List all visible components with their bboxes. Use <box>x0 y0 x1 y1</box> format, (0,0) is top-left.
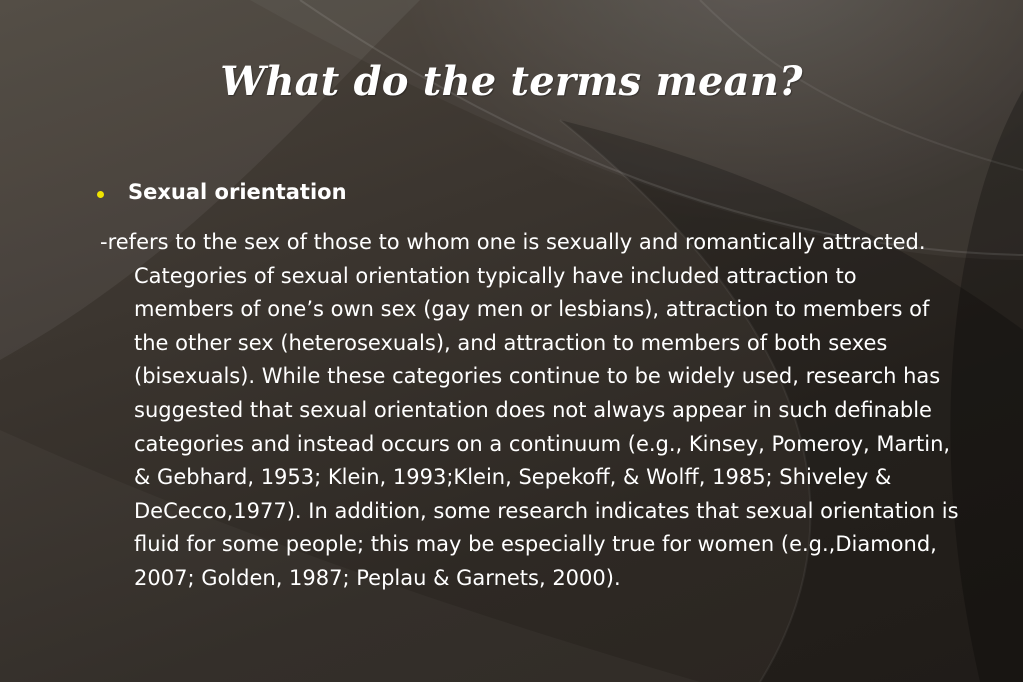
bullet-dot-icon <box>97 191 104 198</box>
slide-title: What do the terms mean? <box>220 58 803 105</box>
bullet-item <box>97 180 347 204</box>
definition-paragraph: -refers to the sex of those to whom one is sexually and romantically attracted. Categories of sexual orientation typically have included attraction to members of one’s own sex (gay men or lesbians), attraction to members of the other sex (heterosexuals), and attraction to members of both sexes (bisexuals). While these categories continue to be widely used, research has suggested that sexual orientation does not always appear in such definable categories and instead occurs on a continuum (e.g., Kinsey, Pomeroy, Martin, & Gebhard, 1953; Klein, 1993;Klein, Sepekoff, & Wolff, 1985; Shiveley & DeCecco,1977). In addition, some research indicates that sexual orientation is fluid for some people; this may be especially true for women (e.g.,Diamond, 2007; Golden, 1987; Peplau & Garnets, 2000). <box>100 230 959 590</box>
bullet-heading: Sexual orientation <box>128 180 347 204</box>
background-sweep-curve <box>250 0 1023 260</box>
